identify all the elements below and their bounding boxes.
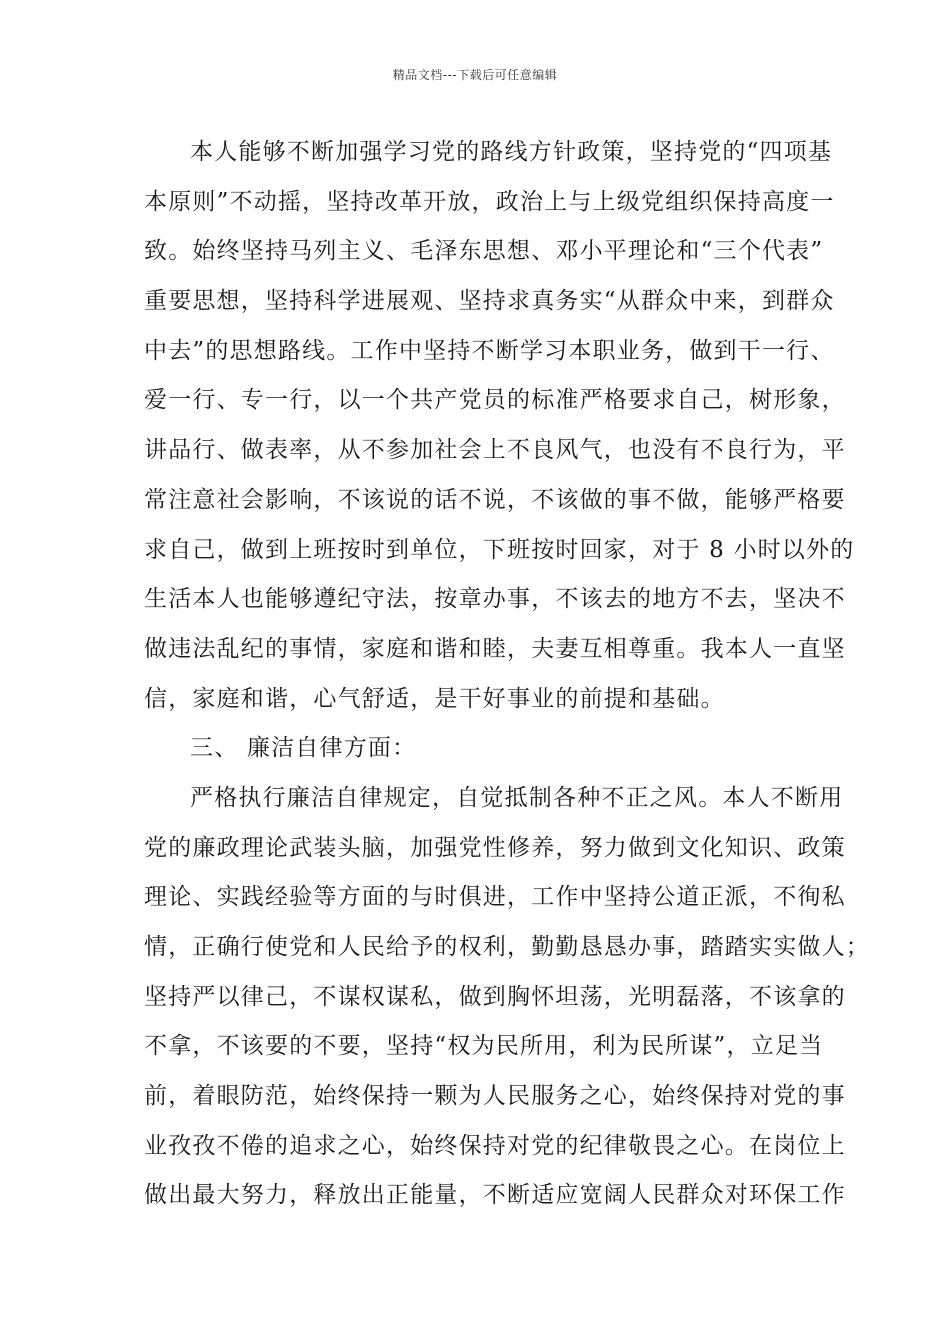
paragraph-conduct: [144, 128, 855, 724]
text-line: 不拿，不该要的不要，坚持“权为民所用，利为民所谋”，立足当: [144, 1033, 824, 1060]
text-line: 理论、实践经验等方面的与时俱进，工作中坚持公道正派，不徇私: [144, 884, 846, 911]
text-line: 求自己，做到上班按时到单位，下班按时回家，对于 8 小时以外的: [144, 536, 855, 563]
text-line: 坚持严以律己，不谋权谋私，做到胸怀坦荡，光明磊落，不该拿的: [144, 983, 846, 1010]
text-line: 做违法乱纪的事情，家庭和谐和睦，夫妻互相尊重。我本人一直坚: [144, 635, 846, 662]
section-heading: 三、 廉洁自律方面：: [190, 735, 417, 762]
text-line: 业孜孜不倦的追求之心，始终保持对党的纪律敬畏之心。在岗位上: [144, 1132, 846, 1159]
text-line: 中去”的思想路线。工作中坚持不断学习本职业务，做到干一行、: [144, 337, 835, 364]
text-line: 前，着眼防范，始终保持一颗为人民服务之心，始终保持对党的事: [144, 1083, 846, 1110]
page-header: 精品文档---下载后可任意编辑: [392, 68, 558, 82]
text-line: 本原则”不动摇，坚持改革开放，政治上与上级党组织保持高度一: [144, 188, 835, 215]
text-line: 常注意社会影响，不该说的话不说，不该做的事不做，能够严格要: [144, 486, 846, 513]
text-line: 爱一行、专一行，以一个共产党员的标准严格要求自己，树形象，: [144, 387, 846, 414]
text-line: 重要思想，坚持科学进展观、坚持求真务实“从群众中来，到群众: [144, 288, 835, 315]
text-line: 本人能够不断加强学习党的路线方针政策，坚持党的“四项基: [190, 139, 833, 165]
text-line: 致。始终坚持马列主义、毛泽东思想、邓小平理论和“三个代表”: [144, 238, 824, 265]
text-line: 严格执行廉洁自律规定，自觉抵制各种不正之风。本人不断用: [190, 784, 844, 811]
document-body: [144, 128, 870, 1221]
text-line: 党的廉政理论武装头脑，加强党性修养，努力做到文化知识、政策: [144, 834, 846, 861]
text-line: 信，家庭和谐，心气舒适，是干好事业的前提和基础。: [144, 685, 725, 712]
text-line: 生活本人也能够遵纪守法，按章办事，不该去的地方不去，坚决不: [144, 586, 846, 613]
text-line: 讲品行、做表率，从不参加社会上不良风气，也没有不良行为，平: [144, 437, 846, 464]
paragraph-integrity: [144, 774, 870, 1221]
text-line: 情，正确行使党和人民给予的权利，勤勤恳恳办事，踏踏实实做人；: [144, 934, 870, 960]
text-line: 做出最大努力，释放出正能量，不断适应宽阔人民群众对环保工作: [144, 1182, 846, 1209]
